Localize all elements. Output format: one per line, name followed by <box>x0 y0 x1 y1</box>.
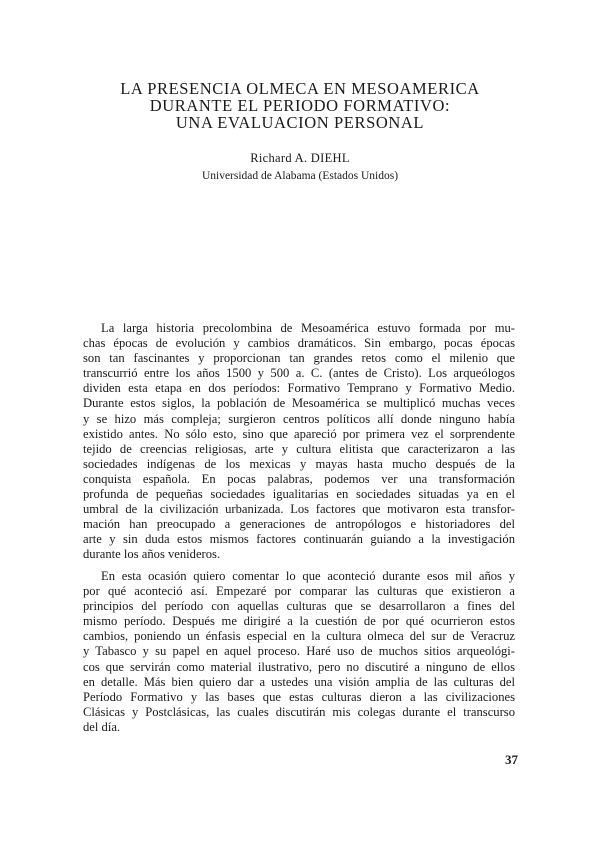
title-line-2: DURANTE EL PERIODO FORMATIVO: <box>149 96 451 115</box>
author-affiliation: Universidad de Alabama (Estados Unidos) <box>201 170 399 182</box>
title-line-3: UNA EVALUACION PERSONAL <box>175 113 425 132</box>
author-name: Richard A. DIEHL <box>250 151 350 165</box>
paragraph-line: En esta ocasión quiero comentar lo que aconteció durante esos mil años y <box>101 569 515 583</box>
paragraph-line: tejido de creencias religiosas, arte y cultura elitista que caracterizaron a las <box>83 441 515 456</box>
paragraph-line: y se hizo más compleja; surgieron centros políticos allí donde ninguno había <box>83 411 515 426</box>
paragraph-line: Clásicas y Postclásicas, las cuales discutirán mis colegas durante el transcurso <box>83 704 515 719</box>
paragraph-line: sociedades indígenas de los mexicas y mayas hasta mucho después de la <box>83 456 515 471</box>
paragraph-line: La larga historia precolombina de Mesoamérica estuvo formada por mu- <box>101 321 515 335</box>
article-title <box>0 80 600 131</box>
paragraph-line: cos que servirán como material ilustrativo, pero no discutiré a ninguno de ellos <box>83 659 515 674</box>
paragraph-line: durante los años venideros. <box>83 547 221 562</box>
paragraph-line: Durante estos siglos, la población de Mesoamérica se multiplicó muchas veces <box>83 396 515 411</box>
page-number: 37 <box>505 752 518 767</box>
paragraph-line: conquista española. En pocas palabras, podemos ver una transformación <box>83 471 515 486</box>
paragraph-line: principios del período con aquellas culturas que se desarrollaron a fines del <box>83 599 515 614</box>
paragraph-line: arte y sin duda estos mismos factores continuarán guiando a la investigación <box>83 532 515 547</box>
paragraph-line: umbral de la civilización urbanizada. Los factores que motivaron esta transfor- <box>83 502 515 517</box>
paragraph-line: Período Formativo y las bases que estas culturas dieron a las civilizaciones <box>83 689 515 704</box>
title-line-1: LA PRESENCIA OLMECA EN MESOAMERICA <box>120 79 480 98</box>
paragraph-line: cambios, poniendo un énfasis especial en la cultura olmeca del sur de Veracruz <box>83 629 515 644</box>
paragraph-line: mismo período. Después me dirigiré a la cuestión de por qué ocurrieron estos <box>83 614 515 629</box>
paragraph-line: existido antes. No sólo esto, sino que apareció por primera vez el sorprendente <box>83 426 515 441</box>
paragraph-line: son tan fascinantes y proporcionan tan grandes retos como el milenio que <box>83 351 515 366</box>
paragraph-line: mación han preocupado a generaciones de antropólogos e historiadores del <box>83 517 515 532</box>
paragraph-line: profunda de pequeñas sociedades igualitarias en sociedades situadas ya en el <box>83 487 515 502</box>
paragraph-line: chas épocas de evolución y cambios dramáticos. Sin embargo, pocas épocas <box>83 336 515 351</box>
paragraph-line: por qué aconteció así. Empezaré por comparar las culturas que existieron a <box>83 584 515 599</box>
paragraph-line: dividen esta etapa en dos períodos: Formativo Temprano y Formativo Medio. <box>83 381 515 396</box>
paragraph-line: del día. <box>83 719 121 734</box>
paragraph-line: y Tabasco y su papel en aquel proceso. Haré uso de muchos sitios arqueológi- <box>83 644 515 659</box>
paragraph-line: transcurrió entre los años 1500 y 500 a. C. (antes de Cristo). Los arqueólogos <box>83 366 515 381</box>
paragraph-1 <box>83 321 515 563</box>
paragraph-2 <box>83 569 515 735</box>
paragraph-line: en detalle. Más bien quiero dar a ustedes una visión amplia de las culturas del <box>83 674 515 689</box>
